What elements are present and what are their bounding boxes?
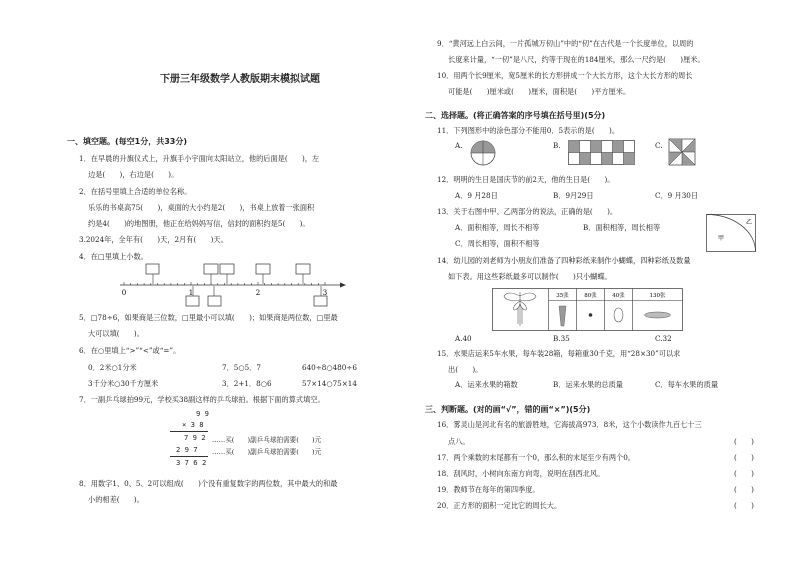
q12: 12．明明的生日是国庆节的前2天，他的生日是( )。 <box>437 175 615 184</box>
section2-header: 二、选择题。(将正确答案的序号填在括号里)(5分) <box>425 111 606 120</box>
q6-item-2-1: 3千分米○30千方厘米 <box>88 379 159 388</box>
q20: 20．正方形的面积一定比它的周长大。 <box>437 501 562 510</box>
q13-figure <box>706 214 758 254</box>
vert-note-2: ……买( )副乒乓球拍需要( )元 <box>212 448 322 456</box>
q13-option-b: B．面积相等，周长相等 <box>583 223 661 232</box>
q17: 17．两个乘数的末尾都有一个0，那么积的末尾至少有两个0。 <box>437 453 635 462</box>
vert-rule-1 <box>170 431 208 432</box>
q2-line1: 2．在括号里填上合适的单位名称。 <box>79 187 192 196</box>
q12-option-b: B．9月29日 <box>553 191 594 200</box>
q1-line1: 1．在早晨的升旗仪式上，升旗手小宇面向太阳站立，他的后面是( )，左 <box>79 154 320 163</box>
oval-piece-icon <box>614 308 623 322</box>
paper-count-4: 130张 <box>649 293 666 299</box>
q11-option-b: B. <box>553 141 561 150</box>
paper-count-3: 40张 <box>612 293 625 299</box>
q17-answer-bracket[interactable]: ( ) <box>734 453 754 462</box>
q11-option-c: C. <box>655 141 663 150</box>
tick-label-3: 3 <box>322 289 328 297</box>
vert-row-3: 7 9 2 <box>184 433 206 442</box>
vert-row-5: 3 7 6 2 <box>176 458 207 467</box>
q20-answer-bracket[interactable]: ( ) <box>734 501 754 510</box>
q8-line2: 小的相差( )。 <box>88 495 144 504</box>
section1-header: 一、填空题。(每空1分，共33分) <box>67 137 188 146</box>
q18: 18．刮风时，小树向东南方向弯，说明在刮西北风。 <box>437 469 605 478</box>
vert-row-4: 2 9 7 <box>176 445 198 454</box>
q7: 7．一副乒乓球拍99元，学校买38副这样的乒乓球拍。根据下面的算式填空。 <box>79 395 325 404</box>
q18-answer-bracket[interactable]: ( ) <box>734 469 754 478</box>
q15-line1: 15．水果店运来5车水果，每车装28箱，每箱重30千克，用“28×30”可以求 <box>437 349 681 358</box>
q6: 6．在○里填上“>”“<”或“=”。 <box>79 346 181 355</box>
wing-piece-icon <box>645 312 671 318</box>
q15-option-c: C．每车水果的质量 <box>655 380 719 389</box>
tick-label-2: 2 <box>255 289 261 297</box>
q11-option-a: A. <box>455 141 463 150</box>
paper-count-1: 35张 <box>556 293 569 299</box>
q12-option-a: A．9 月28日 <box>455 191 498 200</box>
q19: 19．教师节在每年的第四季度。 <box>437 485 540 494</box>
q9-line1: 9．“黄河远上白云间，一片孤城万仞山”中的“仞”在古代是一个长度单位，以周的 <box>437 39 694 48</box>
q8-line1: 8．用数字1、0、5、2可以组成( )个没有重复数字的两位数，其中最大的和最 <box>79 479 338 488</box>
q14-option-c: C.32 <box>655 334 672 343</box>
vert-rule-2 <box>170 456 208 457</box>
q11-figure-b <box>568 140 636 166</box>
q6-item-1-3: 640÷8○480÷6 <box>302 363 357 372</box>
q6-item-2-3: 57×14○75×14 <box>302 379 357 388</box>
q11: 11．下列图形中的涂色部分不能用0．5表示的是( )。 <box>437 126 620 135</box>
q10-line2: 可能是( )厘米或( )厘米，面积是( )平方厘米。 <box>448 87 631 96</box>
q10-line1: 10．用两个长9厘米，宽5厘米的长方形拼成一个大长方形，这个大长方形的周长 <box>437 71 693 80</box>
q14-option-b: B.35 <box>553 334 570 343</box>
paper-count-2: 80张 <box>584 293 597 299</box>
q5-line1: 5．□78÷6，如果商是三位数，□里最小可以填( )；如果商是两位数，□里最 <box>79 313 338 322</box>
q14-line1: 14．幼儿园的刘老师为小朋友们准备了四种彩纸来制作小蝴蝶，四种彩纸及数量 <box>437 256 691 265</box>
q2-line2: 乐乐的书桌高75( )，桌面的大小约是2( )，书桌上放着一张面积 <box>88 203 315 212</box>
q6-item-2-2: 3．2+1．8○6 <box>222 379 272 388</box>
q16-answer-bracket[interactable]: ( ) <box>734 437 754 446</box>
vert-row-2: × 3 8 <box>182 420 204 429</box>
vert-row-1: 9 9 <box>196 409 209 418</box>
q15-line2: 出( )。 <box>448 365 483 374</box>
number-line <box>118 262 348 310</box>
q12-option-c: C．9 月30日 <box>655 191 699 200</box>
q13: 13．关于右图中甲、乙两部分的说法，正确的是( )。 <box>437 207 618 216</box>
q14-option-a: A.40 <box>455 334 472 343</box>
q3: 3.2024年，全年有( )天，2月有( )天。 <box>79 235 228 244</box>
q4: 4．在□里填上小数。 <box>79 252 148 261</box>
q1-line2: 边是( )，右边是( )。 <box>88 170 179 179</box>
q14-table <box>492 288 684 332</box>
q16-line2: 点八。 <box>448 437 470 446</box>
q11-figure-a <box>468 139 502 169</box>
axis-arrow <box>340 283 346 288</box>
region-yi-label: 乙 <box>746 219 753 226</box>
q13-option-c: C．周长相等，面积不相等 <box>455 239 540 248</box>
q6-item-1-1: 0．2米○1分米 <box>88 363 137 372</box>
q13-option-a: A．面积相等，周长不相等 <box>455 223 540 232</box>
q9-line2: 长度来计量，“一仞”是八尺，约等于现在的184厘米，那么一尺约是( )厘米。 <box>448 55 705 64</box>
q14-line2: 如下表。用这些彩纸最多可以制作( )只小蝴蝶。 <box>448 272 612 281</box>
region-jia-label: 甲 <box>718 235 725 242</box>
tick-label-0: 0 <box>121 289 127 297</box>
q19-answer-bracket[interactable]: ( ) <box>734 485 754 494</box>
dot-piece-icon <box>589 313 593 317</box>
q15-option-a: A．运来水果的箱数 <box>455 380 518 389</box>
q6-item-1-2: 7．5○5．7 <box>222 363 261 372</box>
vert-note-1: ……买( )副乒乓球拍需要( )元 <box>212 436 322 444</box>
tick-label-1: 1 <box>188 289 194 297</box>
q11-figure-c <box>668 138 698 168</box>
q2-line3: 约是4( )的地图册，他正在给妈妈写信，信封的面积约是5( )。 <box>88 219 310 228</box>
q15-option-b: B．运来水果的总质量 <box>553 380 623 389</box>
q16-line1: 16．雾灵山是河北有名的旅游胜地，它海拔高973．8米，这个小数读作九百七十三 <box>437 420 702 429</box>
section3-header: 三、判断题。(对的画“√”，错的画“×”)(5分) <box>425 405 591 414</box>
page-title: 下册三年级数学人教版期末模拟试题 <box>160 74 320 85</box>
q5-line2: 大可以填( )。 <box>88 329 144 338</box>
